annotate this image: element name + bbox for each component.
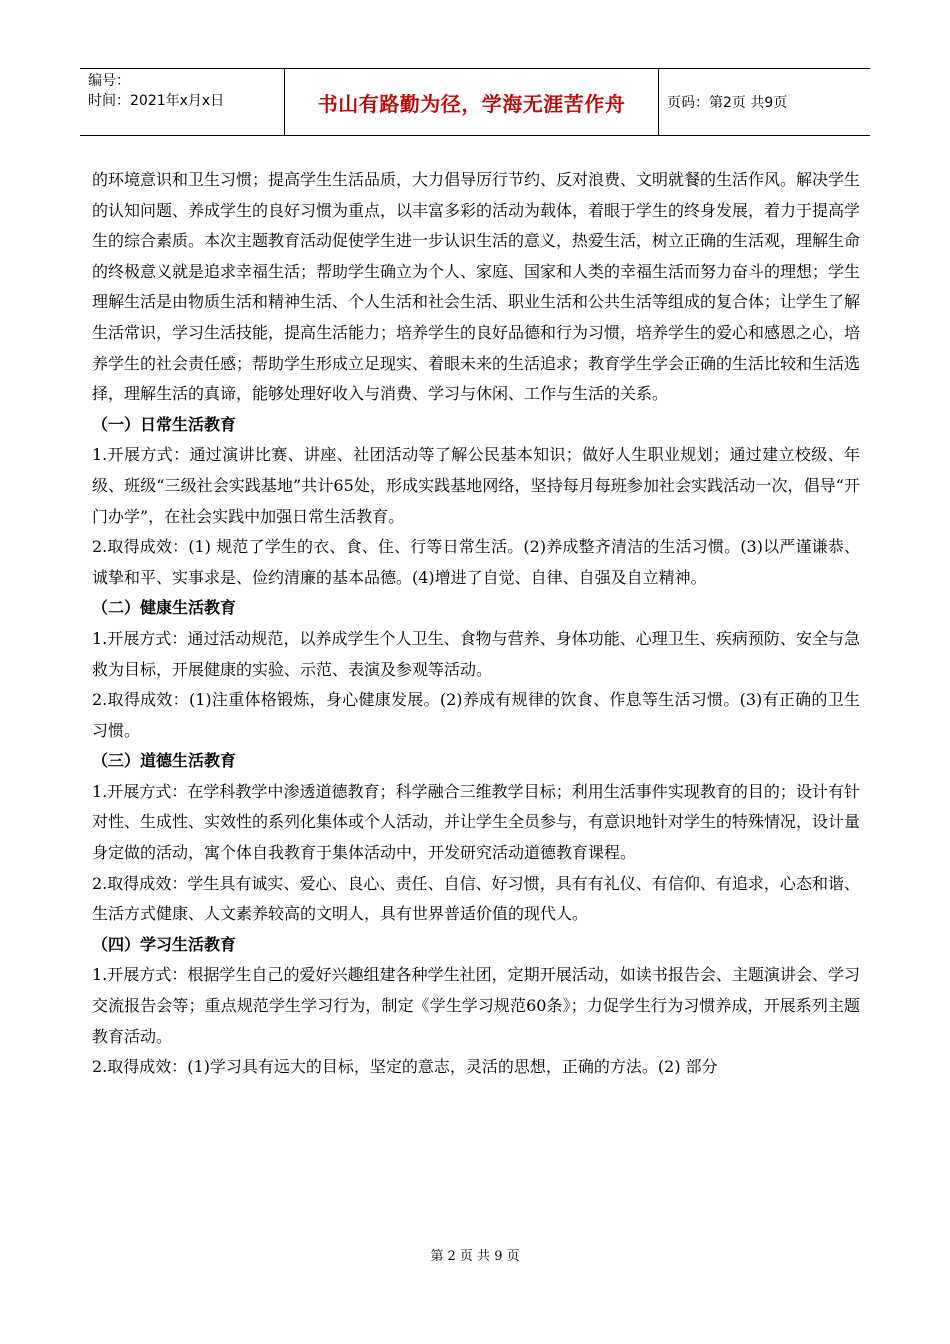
section-study-life-result: 2.取得成效：(1)学习具有远大的目标，坚定的意志，灵活的思想，正确的方法。(2) 部分	[92, 1057, 718, 1077]
section-heading-daily-life: （一）日常生活教育	[92, 414, 237, 434]
header-page-info: 页码：第2页 共9页	[667, 95, 788, 111]
section-study-life-method: 1.开展方式：根据学生自己的爱好兴趣组建各种学生社团，定期开展活动，如读书报告会、主题演讲会、学习交流报告会等；重点规范学生学习行为，制定《学生学习规范60条》；力促学生行为习惯养成，开展系列主题教育活动。	[92, 965, 860, 1046]
section-health-life-result: 2.取得成效：(1)注重体格锻炼，身心健康发展。(2)养成有规律的饮食、作息等生活习惯。(3)有正确的卫生习惯。	[92, 690, 860, 740]
section-daily-life-result: 2.取得成效：(1) 规范了学生的衣、食、住、行等日常生活。(2)养成整齐清洁的生活习惯。(3)以严谨谦恭、诚挚和平、实事求是、俭约清廉的基本品德。(4)增进了自觉、自律、自强及自立精神。	[92, 537, 860, 587]
document-time-label: 时间：2021年x月x日	[88, 93, 225, 109]
section-health-life-method: 1.开展方式：通过活动规范，以养成学生个人卫生、食物与营养、身体功能、心理卫生、疾病预防、安全与急救为目标，开展健康的实验、示范、表演及参观等活动。	[92, 628, 860, 679]
intro-paragraph: 的环境意识和卫生习惯；提高学生生活品质，大力倡导厉行节约、反对浪费、文明就餐的生活作风。解决学生的认知问题、养成学生的良好习惯为重点，以丰富多彩的活动为载体，着眼于学生的终身发展，着力于提高学生的综合素质。本次主题教育活动促使学生进一步认识生活的意义，热爱生活，树立正确的生活观，理解生命的终极意义就是追求幸福生活；帮助学生确立为个人、家庭、国家和人类的幸福生活而努力奋斗的理想；学生理解生活是由物质生活和精神生活、个人生活和社会生活、职业生活和公共生活等组成的复合体；让学生了解生活常识，学习生活技能，提高生活能力；培养学生的良好品德和行为习惯，培养学生的爱心和感恩之心，培养学生的社会责任感；帮助学生形成立足现实、着眼未来的生活追求；教育学生学会正确的生活比较和生活选择，理解生活的真谛，能够处理好收入与消费、学习与休闲、工作与生活的关系。	[92, 170, 861, 404]
header-meta	[80, 69, 284, 135]
section-moral-life-method: 1.开展方式：在学科教学中渗透道德教育；科学融合三维教学目标；利用生活事件实现教育的目的；设计有针对性、生成性、实效性的系列化集体或个人活动，并让学生全员参与，有意识地针对学生的特殊情况，设计量身定做的活动，寓个体自我教育于集体活动中，开发研究活动道德教育课程。	[92, 781, 861, 863]
document-body	[92, 165, 860, 1083]
section-moral-life-result: 2.取得成效：学生具有诚实、爱心、良心、责任、自信、好习惯，具有有礼仪、有信仰、有追求，心态和谐、生活方式健康、人文素养较高的文明人，具有世界普适价值的现代人。	[92, 873, 860, 924]
section-heading-health-life: （二）健康生活教育	[92, 598, 237, 618]
section-heading-study-life: （四）学习生活教育	[92, 934, 237, 954]
page-header	[80, 68, 870, 136]
section-daily-life-method: 1.开展方式：通过演讲比赛、讲座、社团活动等了解公民基本知识；做好人生职业规划；通过建立校级、年级、班级“三级社会实践基地”共计65处，形成实践基地网络，坚持每月每班参加社会实践活动一次，倡导“开门办学”，在社会实践中加强日常生活教育。	[92, 445, 860, 526]
page-footer: 第 2 页 共 9 页	[430, 1249, 520, 1264]
document-number-label: 编号：	[88, 73, 130, 89]
section-heading-moral-life: （三）道德生活教育	[92, 751, 237, 771]
header-motto: 书山有路勤为径，学海无涯苦作舟	[284, 69, 659, 135]
